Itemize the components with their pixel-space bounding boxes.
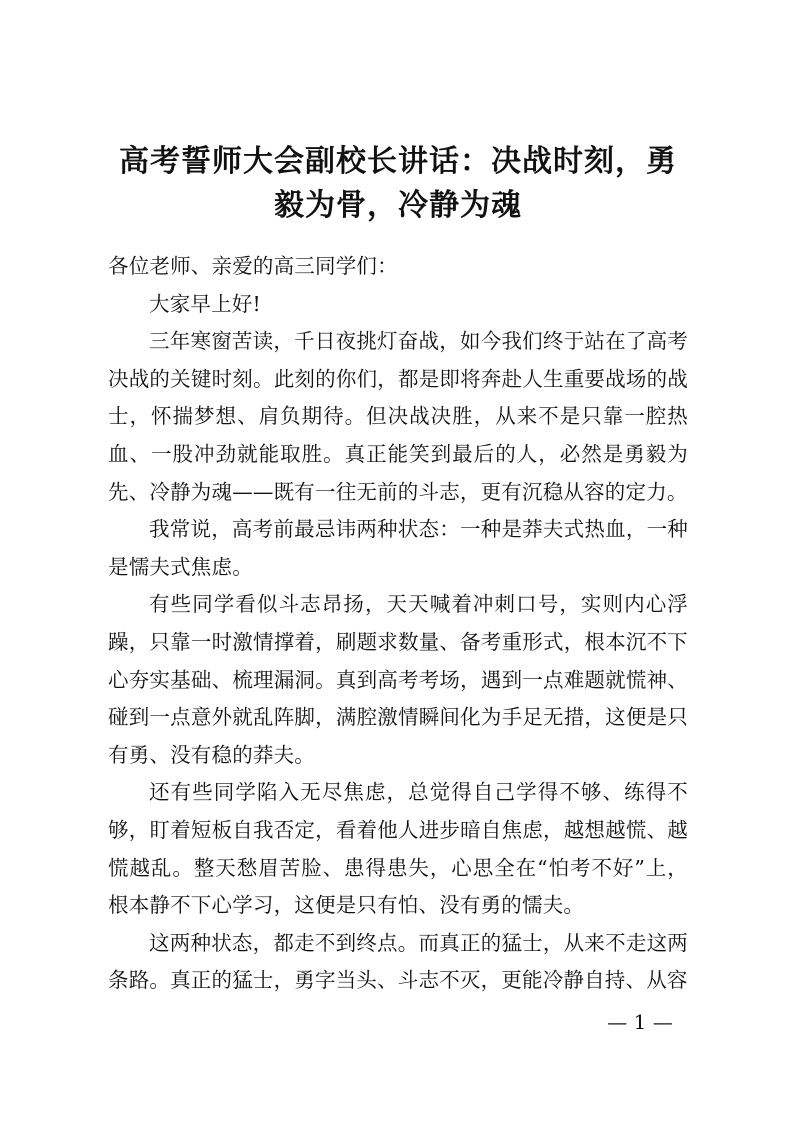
paragraph-2: 我常说，高考前最忌讳两种状态：一种是莽夫式热血，一种是懦夫式焦虑。 bbox=[108, 517, 688, 579]
page-number: — 1 — bbox=[607, 1010, 673, 1034]
document-title: 高考誓师大会副校长讲话：决战时刻，勇毅为骨，冷静为魂 bbox=[119, 144, 677, 223]
salutation: 各位老师、亲爱的高三同学们： bbox=[108, 254, 398, 278]
paragraph-3: 有些同学看似斗志昂扬，天天喊着冲刺口号，实则内心浮躁，只靠一时激情撑着，刷题求数量、备考重形式，根本沉不下心夯实基础、梳理漏洞。真到高考考场，遇到一点难题就慌神、碰到一点意外就乱阵脚，满腔激情瞬间化为手足无措，这便是只有勇、没有稳的莽夫。 bbox=[108, 592, 688, 767]
document-body bbox=[108, 248, 688, 1000]
paragraph-1: 三年寒窗苦读，千日夜挑灯奋战，如今我们终于站在了高考决战的关键时刻。此刻的你们，都是即将奔赴人生重要战场的战士，怀揣梦想、肩负期待。但决战决胜，从来不是只靠一腔热血、一股冲劲就能取胜。真正能笑到最后的人，必然是勇毅为先、冷静为魂——既有一往无前的斗志，更有沉稳从容的定力。 bbox=[108, 329, 688, 504]
paragraph-4: 还有些同学陷入无尽焦虑，总觉得自己学得不够、练得不够，盯着短板自我否定，看着他人进步暗自焦虑，越想越慌、越慌越乱。整天愁眉苦脸、患得患失，心思全在“怕考不好”上，根本静不下心学习，这便是只有怕、没有勇的懦夫。 bbox=[108, 780, 688, 918]
paragraph-5: 这两种状态，都走不到终点。而真正的猛士，从来不走这两条路。真正的猛士，勇字当头、斗志不灭，更能冷静自持、从容 bbox=[108, 930, 688, 993]
paragraph-greeting: 大家早上好! bbox=[149, 291, 261, 316]
